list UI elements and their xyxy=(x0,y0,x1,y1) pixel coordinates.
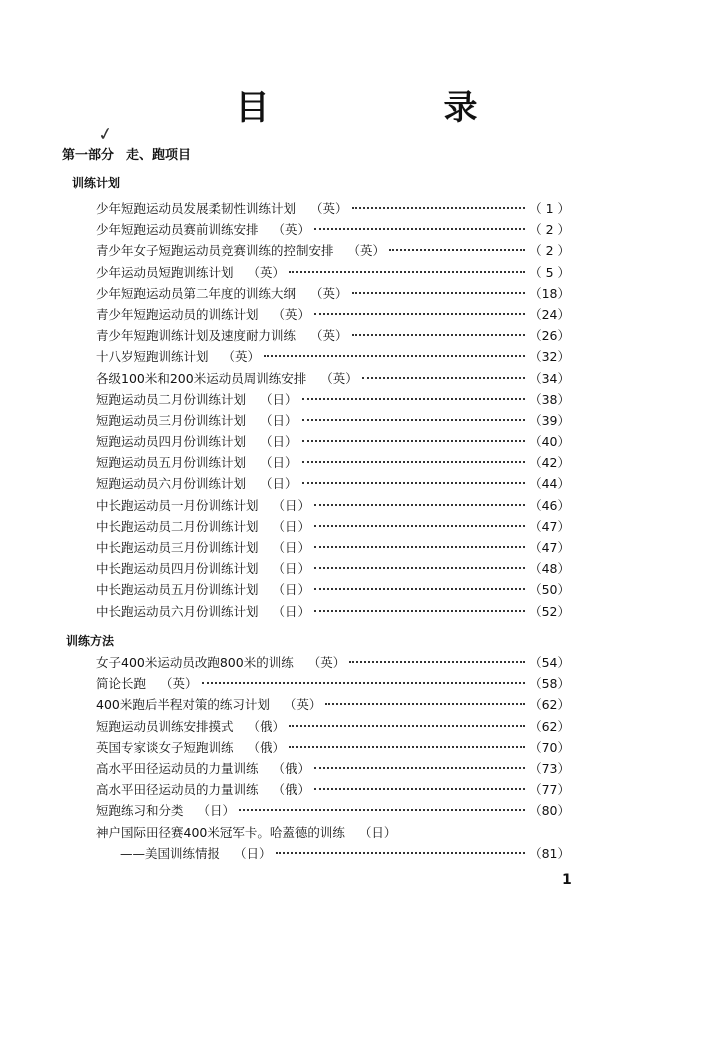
entry-origin: （英） xyxy=(310,285,348,301)
toc-entry xyxy=(96,220,570,241)
entry-page: （18） xyxy=(529,285,570,301)
entry-origin: （俄） xyxy=(247,739,286,755)
toc-entry xyxy=(96,199,570,220)
toc-entry xyxy=(96,695,570,716)
dot-leader xyxy=(314,788,525,790)
entry-page: （48） xyxy=(529,561,570,577)
entry-origin: （俄） xyxy=(272,782,311,798)
entry-page: （38） xyxy=(529,391,570,407)
dot-leader xyxy=(302,461,526,463)
entry-origin: （日） xyxy=(197,803,236,819)
dot-leader xyxy=(325,703,525,705)
toc-entry xyxy=(96,263,570,284)
entry-page: （58） xyxy=(529,676,570,692)
entry-page: （81） xyxy=(529,845,570,861)
dot-leader xyxy=(264,355,525,357)
entry-title: 少年运动员短跑训练计划 xyxy=(96,264,234,280)
entry-title: 青少年短跑训练计划及速度耐力训练 xyxy=(96,328,297,344)
entry-title: 神户国际田径赛400米冠军卡。哈蓋德的训练 xyxy=(96,824,345,840)
entry-origin: （英） xyxy=(160,676,198,692)
entry-origin: （俄） xyxy=(247,718,286,734)
dot-leader xyxy=(314,767,525,769)
part-label: 第一部分 xyxy=(62,148,115,163)
entry-page: （26） xyxy=(529,328,570,344)
entry-title: ——美国训练情报 xyxy=(120,845,221,861)
entry-title: 简论长跑 xyxy=(96,676,147,692)
toc-entry xyxy=(96,801,570,822)
entry-page: （40） xyxy=(529,434,570,450)
entry-origin: （日） xyxy=(272,497,311,513)
dot-leader xyxy=(349,661,525,663)
entry-origin: （日） xyxy=(272,561,311,577)
entry-page: （ 2 ） xyxy=(529,243,570,259)
entry-page: （80） xyxy=(529,803,570,819)
entry-origin: （日） xyxy=(260,455,298,471)
toc-entry xyxy=(96,717,570,738)
entry-title: 少年短跑运动员赛前训练安排 xyxy=(96,222,259,238)
dot-leader xyxy=(314,313,525,315)
entry-origin: （日） xyxy=(272,582,311,598)
toc-entry xyxy=(96,674,570,695)
toc-entry xyxy=(96,347,570,368)
entry-page: （47） xyxy=(529,540,570,555)
entry-origin: （日） xyxy=(272,603,311,619)
entry-title: 中长跑运动员六月份训练计划 xyxy=(96,603,259,619)
page-title: 目 录 xyxy=(235,88,548,128)
entry-title: 中长跑运动员一月份训练计划 xyxy=(96,497,259,513)
entry-title: 十八岁短跑训练计划 xyxy=(96,349,209,365)
toc-entry xyxy=(96,411,570,432)
toc-entry xyxy=(96,432,570,453)
entry-title: 中长跑运动员五月份训练计划 xyxy=(96,582,259,598)
entry-title: 短跑运动员三月份训练计划 xyxy=(96,412,247,428)
entry-title: 短跑运动员二月份训练计划 xyxy=(96,391,247,407)
entry-origin: （日） xyxy=(260,412,298,428)
entry-page: （24） xyxy=(529,306,570,322)
toc-entry xyxy=(96,602,570,623)
section-heading-training-plan: 训练计划 xyxy=(72,176,121,190)
toc-entry xyxy=(96,653,570,674)
dot-leader xyxy=(302,419,526,421)
dot-leader xyxy=(289,271,525,273)
entry-origin: （日） xyxy=(358,824,397,840)
toc-entry xyxy=(96,738,570,759)
entry-page: （47） xyxy=(529,518,570,534)
entry-page: （42） xyxy=(529,455,570,471)
dot-leader xyxy=(314,588,525,590)
toc-entry xyxy=(96,326,570,347)
part-name: 走、跑项目 xyxy=(126,148,192,163)
entry-title: 短跑练习和分类 xyxy=(96,803,184,819)
entry-origin: （日） xyxy=(272,518,311,534)
entry-title: 400米跑后半程对策的练习计划 xyxy=(96,697,270,713)
entry-page: （ 5 ） xyxy=(529,264,570,280)
part-heading xyxy=(62,144,191,163)
toc-entry xyxy=(96,241,570,262)
entry-origin: （英） xyxy=(272,306,311,322)
entry-title: 青少年女子短跑运动员竞赛训练的控制安排 xyxy=(96,243,334,259)
entry-page: （73） xyxy=(529,760,570,776)
dot-leader xyxy=(314,504,525,506)
entry-origin: （英） xyxy=(222,349,261,365)
entry-page: （ 2 ） xyxy=(529,222,570,238)
entry-origin: （英） xyxy=(272,222,311,238)
dot-leader xyxy=(276,852,526,854)
entry-page: （62） xyxy=(529,697,570,713)
entry-title: 短跑运动员六月份训练计划 xyxy=(96,476,247,492)
dot-leader xyxy=(289,746,525,748)
dot-leader xyxy=(302,398,526,400)
toc-entry xyxy=(96,559,570,580)
entry-title: 中长跑运动员四月份训练计划 xyxy=(96,561,259,577)
entry-origin: （英） xyxy=(320,370,358,386)
dot-leader xyxy=(202,682,526,684)
toc-entry xyxy=(96,844,570,865)
entry-origin: （英） xyxy=(283,697,322,713)
entry-page: （ 1 ） xyxy=(529,201,570,216)
dot-leader xyxy=(302,440,526,442)
entry-page: （54） xyxy=(529,655,570,670)
dot-leader xyxy=(239,809,525,811)
toc-list-training-method xyxy=(96,653,570,865)
entry-origin: （英） xyxy=(310,201,348,216)
toc-entry xyxy=(96,390,570,411)
entry-page: （52） xyxy=(529,603,570,619)
toc-entry xyxy=(96,580,570,601)
entry-title: 短跑运动员四月份训练计划 xyxy=(96,434,247,450)
entry-page: （32） xyxy=(529,349,570,365)
dot-leader xyxy=(389,249,525,251)
entry-page: （62） xyxy=(529,718,570,734)
entry-title: 少年短跑运动员发展柔韧性训练计划 xyxy=(96,201,297,216)
entry-title: 青少年短跑运动员的训练计划 xyxy=(96,306,259,322)
dot-leader xyxy=(289,725,525,727)
dot-leader xyxy=(352,207,526,209)
toc-list-training-plan xyxy=(96,199,570,623)
entry-title: 中长跑运动员三月份训练计划 xyxy=(96,540,259,555)
entry-page: （44） xyxy=(529,476,570,492)
entry-title: 高水平田径运动员的力量训练 xyxy=(96,760,259,776)
entry-origin: （日） xyxy=(260,434,298,450)
dot-leader xyxy=(302,482,526,484)
dot-leader xyxy=(314,546,525,548)
toc-entry xyxy=(96,453,570,474)
dot-leader xyxy=(314,567,525,569)
dot-leader xyxy=(352,334,526,336)
entry-title: 高水平田径运动员的力量训练 xyxy=(96,782,259,798)
entry-title: 女子400米运动员改跑800米的训练 xyxy=(96,655,294,670)
entry-page: （34） xyxy=(529,370,570,386)
dot-leader xyxy=(314,525,525,527)
toc-entry xyxy=(96,305,570,326)
entry-origin: （英） xyxy=(307,655,346,670)
entry-page: （46） xyxy=(529,497,570,513)
dot-leader xyxy=(362,377,525,379)
entry-origin: （日） xyxy=(234,845,272,861)
entry-origin: （日） xyxy=(260,391,298,407)
entry-title: 短跑运动员五月份训练计划 xyxy=(96,455,247,471)
toc-entry xyxy=(96,759,570,780)
entry-origin: （日） xyxy=(260,476,298,492)
entry-origin: （俄） xyxy=(272,760,311,776)
toc-entry xyxy=(96,517,570,538)
entry-page: （50） xyxy=(529,582,570,598)
entry-title: 英国专家谈女子短跑训练 xyxy=(96,739,234,755)
entry-origin: （英） xyxy=(310,328,348,344)
entry-origin: （英） xyxy=(347,243,386,259)
dot-leader xyxy=(314,228,525,230)
dot-leader xyxy=(352,292,526,294)
toc-entry xyxy=(96,474,570,495)
entry-title: 中长跑运动员二月份训练计划 xyxy=(96,518,259,534)
entry-page: （77） xyxy=(529,782,570,798)
page-number: 1 xyxy=(562,872,572,888)
entry-origin: （日） xyxy=(272,540,311,555)
entry-origin: （英） xyxy=(247,264,286,280)
section-heading-training-method: 训练方法 xyxy=(66,634,115,648)
toc-entry xyxy=(96,284,570,305)
toc-entry xyxy=(96,538,570,559)
toc-entry xyxy=(96,823,570,844)
dot-leader xyxy=(314,610,525,612)
check-mark: ✓ xyxy=(96,122,115,147)
entry-title: 少年短跑运动员第二年度的训练大纲 xyxy=(96,285,297,301)
toc-entry xyxy=(96,780,570,801)
entry-page: （39） xyxy=(529,412,570,428)
entry-title: 各级100米和200米运动员周训练安排 xyxy=(96,370,307,386)
toc-entry xyxy=(96,496,570,517)
entry-title: 短跑运动员训练安排摸式 xyxy=(96,718,234,734)
toc-entry xyxy=(96,369,570,390)
entry-page: （70） xyxy=(529,739,570,755)
